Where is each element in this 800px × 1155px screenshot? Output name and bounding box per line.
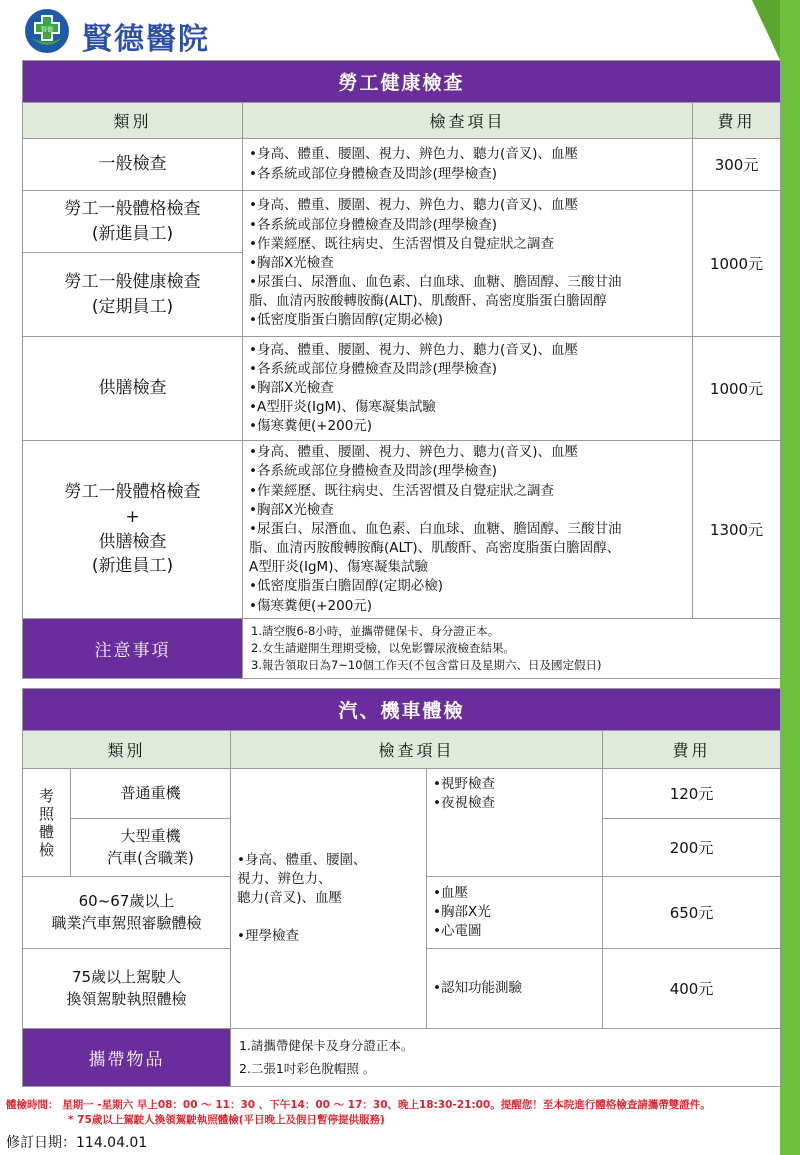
vehicle-cognitive-items: •認知功能測驗 <box>427 949 603 1029</box>
table-row <box>23 441 781 619</box>
carry-items-text: 1.請攜帶健保卡及身分證正本。 2.二張1吋彩色脫帽照 。 <box>231 1029 781 1087</box>
labor-health-table <box>22 60 781 679</box>
items-combined-check: •身高、體重、腰圍、視力、辨色力、聽力(音叉)、血壓 •各系統或部位身體檢查及問診(理學檢查) •作業經歷、既往病史、生活習慣及自覺症狀之調查 •胸部X光檢查 •尿蛋白、尿潛血、血色素、白血球、血糖、膽固醇、三酸甘油 脂、血清丙胺酸轉胺酶(ALT)、肌酸酐、高密度脂蛋白膽固醇、 A型肝炎(IgM)、傷寒凝集試驗 •低密度脂蛋白膽固醇(定期必檢) •傷寒糞便(+200元) <box>243 441 693 619</box>
table-row <box>23 619 781 679</box>
items-employee-check: •身高、體重、腰圍、視力、辨色力、聽力(音叉)、血壓 •各系統或部位身體檢查及問診(理學檢查) •作業經歷、既往病史、生活習慣及自覺症狀之調查 •胸部X光檢查 •尿蛋白、尿潛血、血色素、白血球、血糖、膽固醇、三酸甘油 脂、血清丙胺酸轉胺酶(ALT)、肌酸酐、高密度脂蛋白膽固醇 •低密度脂蛋白膽固醇(定期必檢) <box>243 191 693 337</box>
vehicle-header-fee: 費用 <box>603 731 781 769</box>
labor-header-items: 檢查項目 <box>243 103 693 139</box>
vehicle-vision-items: •視野檢查 •夜視檢查 <box>427 769 603 877</box>
decorative-green-bar <box>780 0 800 1155</box>
fee-combined-check: 1300元 <box>693 441 781 619</box>
category-general-check: 一般檢查 <box>23 139 243 191</box>
vehicle-common-items: •身高、體重、腰圍、 視力、辨色力、 聽力(音叉)、血壓 •理學檢查 <box>231 769 427 1029</box>
decorative-green-triangle <box>752 0 780 60</box>
fee-regular-motorcycle: 120元 <box>603 769 781 819</box>
table-row <box>23 191 781 253</box>
fee-employee-check: 1000元 <box>693 191 781 337</box>
category-combined-check: 勞工一般體格檢查 + 供膳檢查 (新進員工) <box>23 441 243 619</box>
labor-header-category: 類別 <box>23 103 243 139</box>
revision-date: 修訂日期：114.04.01 <box>6 1135 148 1151</box>
labor-header-fee: 費用 <box>693 103 781 139</box>
table-row <box>23 769 781 819</box>
senior-service-note: * 75歲以上駕駛人換領駕駛執照體檢(平日晚上及假日暫停提供服務) <box>68 1114 385 1126</box>
vehicle-header-category: 類別 <box>23 731 231 769</box>
license-group-label: 考照體檢 <box>23 769 71 877</box>
category-food-service-check: 供膳檢查 <box>23 337 243 441</box>
category-professional-license-review: 60~67歲以上 職業汽車駕照審驗體檢 <box>23 877 231 949</box>
category-periodic-employee-check: 勞工一般健康檢查 (定期員工) <box>23 253 243 337</box>
fee-heavy-motorcycle-car: 200元 <box>603 819 781 877</box>
table-row <box>23 1029 781 1087</box>
fee-food-service-check: 1000元 <box>693 337 781 441</box>
exam-hours-notice: 體檢時間： 星期一 -星期六 早上08：00 ～ 11：30 、下午14：00 ～ 17：30、晚上18:30-21:00。提醒您！至本院進行體格檢查請攜帶雙證件。 <box>6 1099 711 1111</box>
fee-senior-license-renewal: 400元 <box>603 949 781 1029</box>
category-new-employee-check: 勞工一般體格檢查 (新進員工) <box>23 191 243 253</box>
vehicle-table-title: 汽、機車體檢 <box>23 689 781 731</box>
hospital-name: 賢德醫院 <box>82 22 210 57</box>
vehicle-bp-items: •血壓 •胸部X光 •心電圖 <box>427 877 603 949</box>
carry-items-label: 攜帶物品 <box>23 1029 231 1087</box>
notes-text: 1.請空腹6-8小時，並攜帶健保卡、身分證正本。 2.女生請避開生理期受檢，以免影響尿液檢查結果。 3.報告領取日為7~10個工作天(不包含當日及星期六、日及國定假日) <box>243 619 781 679</box>
notes-label: 注意事項 <box>23 619 243 679</box>
fee-general-check: 300元 <box>693 139 781 191</box>
logo-text: 賢德 <box>40 26 54 34</box>
category-heavy-motorcycle-car: 大型重機 汽車(含職業) <box>71 819 231 877</box>
items-food-service-check: •身高、體重、腰圍、視力、辨色力、聽力(音叉)、血壓 •各系統或部位身體檢查及問診(理學檢查) •胸部X光檢查 •A型肝炎(IgM)、傷寒凝集試驗 •傷寒糞便(+200元) <box>243 337 693 441</box>
fee-professional-license-review: 650元 <box>603 877 781 949</box>
vehicle-check-table <box>22 688 781 1087</box>
items-general-check: •身高、體重、腰圍、視力、辨色力、聽力(音叉)、血壓 •各系統或部位身體檢查及問診(理學檢查) <box>243 139 693 191</box>
category-senior-license-renewal: 75歲以上駕駛人 換領駕駛執照體檢 <box>23 949 231 1029</box>
hospital-logo <box>24 8 70 54</box>
category-regular-motorcycle: 普通重機 <box>71 769 231 819</box>
vehicle-header-items: 檢查項目 <box>231 731 603 769</box>
labor-table-title: 勞工健康檢查 <box>23 61 781 103</box>
table-row <box>23 337 781 441</box>
table-row <box>23 139 781 191</box>
